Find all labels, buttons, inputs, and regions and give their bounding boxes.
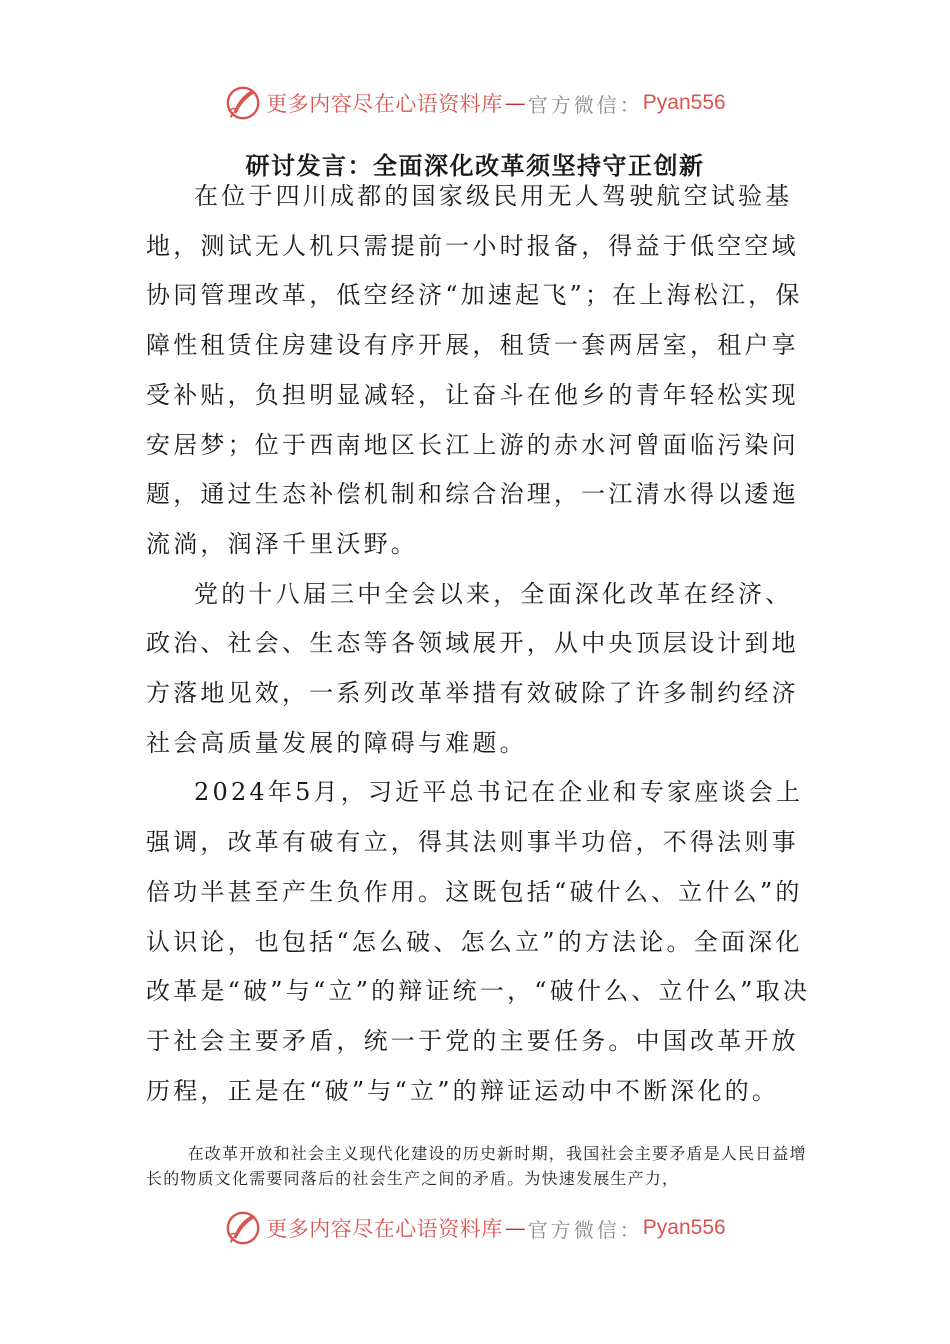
quill-pen-logo-icon bbox=[224, 84, 262, 122]
banner-wechat-handle: Pyan556 bbox=[642, 1216, 726, 1239]
banner-dash: — bbox=[504, 91, 526, 115]
small-print-paragraph: 在改革开放和社会主义现代化建设的历史新时期，我国社会主要矛盾是人民日益增长的物质文化需要同落后的社会生产之间的矛盾。为快速发展生产力， bbox=[146, 1144, 807, 1188]
banner-wechat-handle: Pyan556 bbox=[642, 91, 726, 114]
banner-brand-text: 更多内容尽在心语资料库 bbox=[266, 92, 503, 116]
body-paragraph: 党的十八届三中全会以来，全面深化改革在经济、政治、社会、生态等各领域展开，从中央顶层设计到地方落地见效，一系列改革举措有效破除了许多制约经济社会高质量发展的障碍与难题。 bbox=[146, 579, 799, 757]
banner-brand-text: 更多内容尽在心语资料库 bbox=[266, 1217, 503, 1241]
quill-pen-logo-icon bbox=[224, 1209, 262, 1247]
banner-official-label: 官方微信： bbox=[527, 1217, 643, 1242]
document-title: 研讨发言：全面深化改革须坚持守正创新 bbox=[245, 152, 705, 180]
banner-official-label: 官方微信： bbox=[527, 92, 643, 117]
footer-banner bbox=[0, 1203, 950, 1253]
header-banner bbox=[0, 78, 950, 128]
body-paragraph: 在位于四川成都的国家级民用无人驾驶航空试验基地，测试无人机只需提前一小时报备，得益于低空空域协同管理改革，低空经济“加速起飞”；在上海松江，保障性租赁住房建设有序开展，租赁一套两居室，租户享受补贴，负担明显减轻，让奋斗在他乡的青年轻松实现安居梦；位于西南地区长江上游的赤水河曾面临污染问题，通过生态补偿机制和综合治理，一江清水得以逶迤流淌，润泽千里沃野。 bbox=[146, 182, 803, 558]
document-body bbox=[146, 172, 818, 1116]
banner-dash: — bbox=[504, 1216, 526, 1240]
body-paragraph: 2024年5月，习近平总书记在企业和专家座谈会上强调，改革有破有立，得其法则事半功倍，不得法则事倍功半甚至产生负作用。这既包括“破什么、立什么”的认识论，也包括“怎么破、怎么立”的方法论。全面深化改革是“破”与“立”的辩证统一，“破什么、立什么”取决于社会主要矛盾，统一于党的主要任务。中国改革开放历程，正是在“破”与“立”的辩证运动中不断深化的。 bbox=[146, 778, 811, 1105]
